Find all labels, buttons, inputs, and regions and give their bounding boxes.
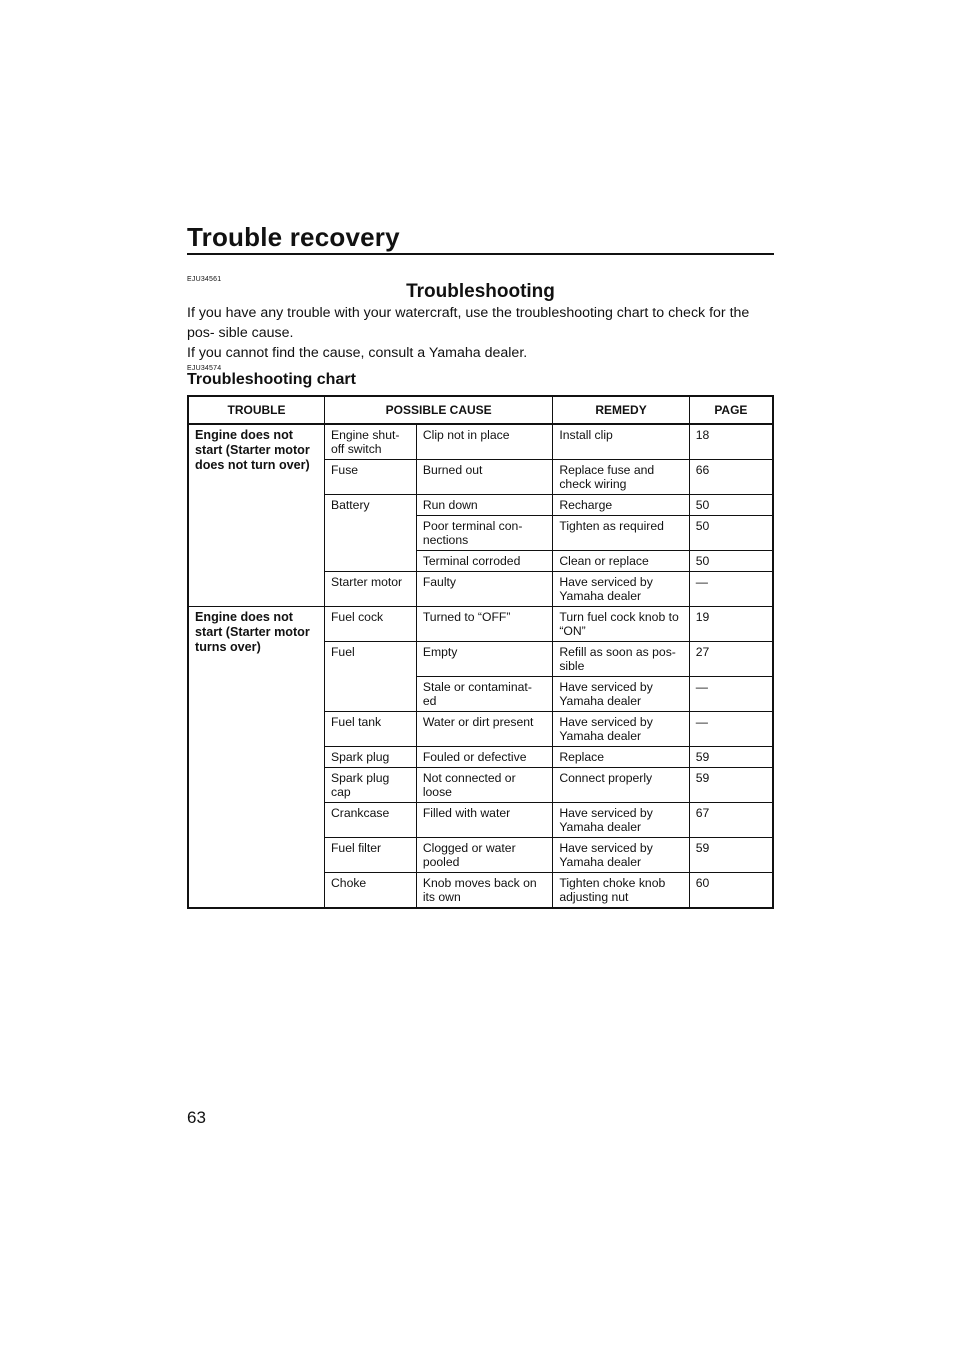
page-cell: 18	[689, 424, 773, 460]
page-cell: —	[689, 677, 773, 712]
trouble-cell: Engine does not start (Starter motor turns over)	[188, 607, 324, 909]
troubleshooting-table	[187, 395, 774, 909]
page-cell: 19	[689, 607, 773, 642]
cause-cell: Burned out	[416, 460, 553, 495]
page-cell: 50	[689, 495, 773, 516]
component-cell: Fuel filter	[324, 838, 416, 873]
remedy-cell: Connect properly	[553, 768, 689, 803]
cause-cell: Turned to “OFF”	[416, 607, 553, 642]
page-header-title: Trouble recovery	[187, 222, 400, 252]
page-cell: 59	[689, 747, 773, 768]
chart-code: EJU34574	[187, 365, 222, 372]
page-cell: 59	[689, 768, 773, 803]
table-row	[188, 424, 773, 460]
component-cell: Fuse	[324, 460, 416, 495]
intro-text	[187, 303, 777, 363]
cause-cell: Faulty	[416, 572, 553, 607]
page-cell: 60	[689, 873, 773, 909]
cause-cell: Filled with water	[416, 803, 553, 838]
page-cell: —	[689, 712, 773, 747]
cause-cell: Run down	[416, 495, 553, 516]
intro-paragraph-2: If you cannot find the cause, consult a Yamaha dealer.	[187, 345, 528, 361]
intro-paragraph-1: If you have any trouble with your watercraft, use the troubleshooting chart to check for the pos- sible cause.	[187, 305, 750, 341]
remedy-cell: Refill as soon as pos- sible	[553, 642, 689, 677]
cause-cell: Clogged or water pooled	[416, 838, 553, 873]
remedy-cell: Replace	[553, 747, 689, 768]
trouble-cell: Engine does not start (Starter motor does not turn over)	[188, 424, 324, 607]
component-cell: Starter motor	[324, 572, 416, 607]
remedy-cell: Recharge	[553, 495, 689, 516]
remedy-cell: Have serviced by Yamaha dealer	[553, 803, 689, 838]
cause-cell: Fouled or defective	[416, 747, 553, 768]
chart-heading: Troubleshooting chart	[187, 371, 356, 388]
remedy-cell: Replace fuse and check wiring	[553, 460, 689, 495]
cause-cell: Stale or contaminat- ed	[416, 677, 553, 712]
remedy-cell: Have serviced by Yamaha dealer	[553, 838, 689, 873]
remedy-cell: Clean or replace	[553, 551, 689, 572]
cause-cell: Clip not in place	[416, 424, 553, 460]
cause-cell: Empty	[416, 642, 553, 677]
section-heading: Troubleshooting	[406, 281, 555, 302]
component-cell: Spark plug	[324, 747, 416, 768]
page-cell: 59	[689, 838, 773, 873]
column-header-remedy: REMEDY	[553, 396, 689, 424]
cause-cell: Terminal corroded	[416, 551, 553, 572]
cause-cell: Poor terminal con- nections	[416, 516, 553, 551]
component-cell: Spark plug cap	[324, 768, 416, 803]
page-cell: 66	[689, 460, 773, 495]
component-cell: Battery	[324, 495, 416, 572]
component-cell: Fuel tank	[324, 712, 416, 747]
table-body	[188, 424, 773, 908]
page-cell: —	[689, 572, 773, 607]
remedy-cell: Tighten as required	[553, 516, 689, 551]
page-cell: 50	[689, 551, 773, 572]
remedy-cell: Turn fuel cock knob to “ON”	[553, 607, 689, 642]
component-cell: Fuel cock	[324, 607, 416, 642]
remedy-cell: Have serviced by Yamaha dealer	[553, 572, 689, 607]
remedy-cell: Have serviced by Yamaha dealer	[553, 712, 689, 747]
component-cell: Fuel	[324, 642, 416, 712]
page-cell: 50	[689, 516, 773, 551]
page-cell: 67	[689, 803, 773, 838]
column-header-page: PAGE	[689, 396, 773, 424]
section-code: EJU34561	[187, 276, 222, 283]
remedy-cell: Install clip	[553, 424, 689, 460]
column-header-possible-cause: POSSIBLE CAUSE	[324, 396, 552, 424]
table-header-row	[188, 396, 773, 424]
cause-cell: Knob moves back on its own	[416, 873, 553, 909]
table-row	[188, 607, 773, 642]
component-cell: Crankcase	[324, 803, 416, 838]
component-cell: Choke	[324, 873, 416, 909]
cause-cell: Water or dirt present	[416, 712, 553, 747]
column-header-trouble: TROUBLE	[188, 396, 324, 424]
remedy-cell: Have serviced by Yamaha dealer	[553, 677, 689, 712]
remedy-cell: Tighten choke knob adjusting nut	[553, 873, 689, 909]
page-number: 63	[187, 1108, 206, 1127]
page-cell: 27	[689, 642, 773, 677]
component-cell: Engine shut- off switch	[324, 424, 416, 460]
header-rule	[187, 253, 774, 255]
cause-cell: Not connected or loose	[416, 768, 553, 803]
